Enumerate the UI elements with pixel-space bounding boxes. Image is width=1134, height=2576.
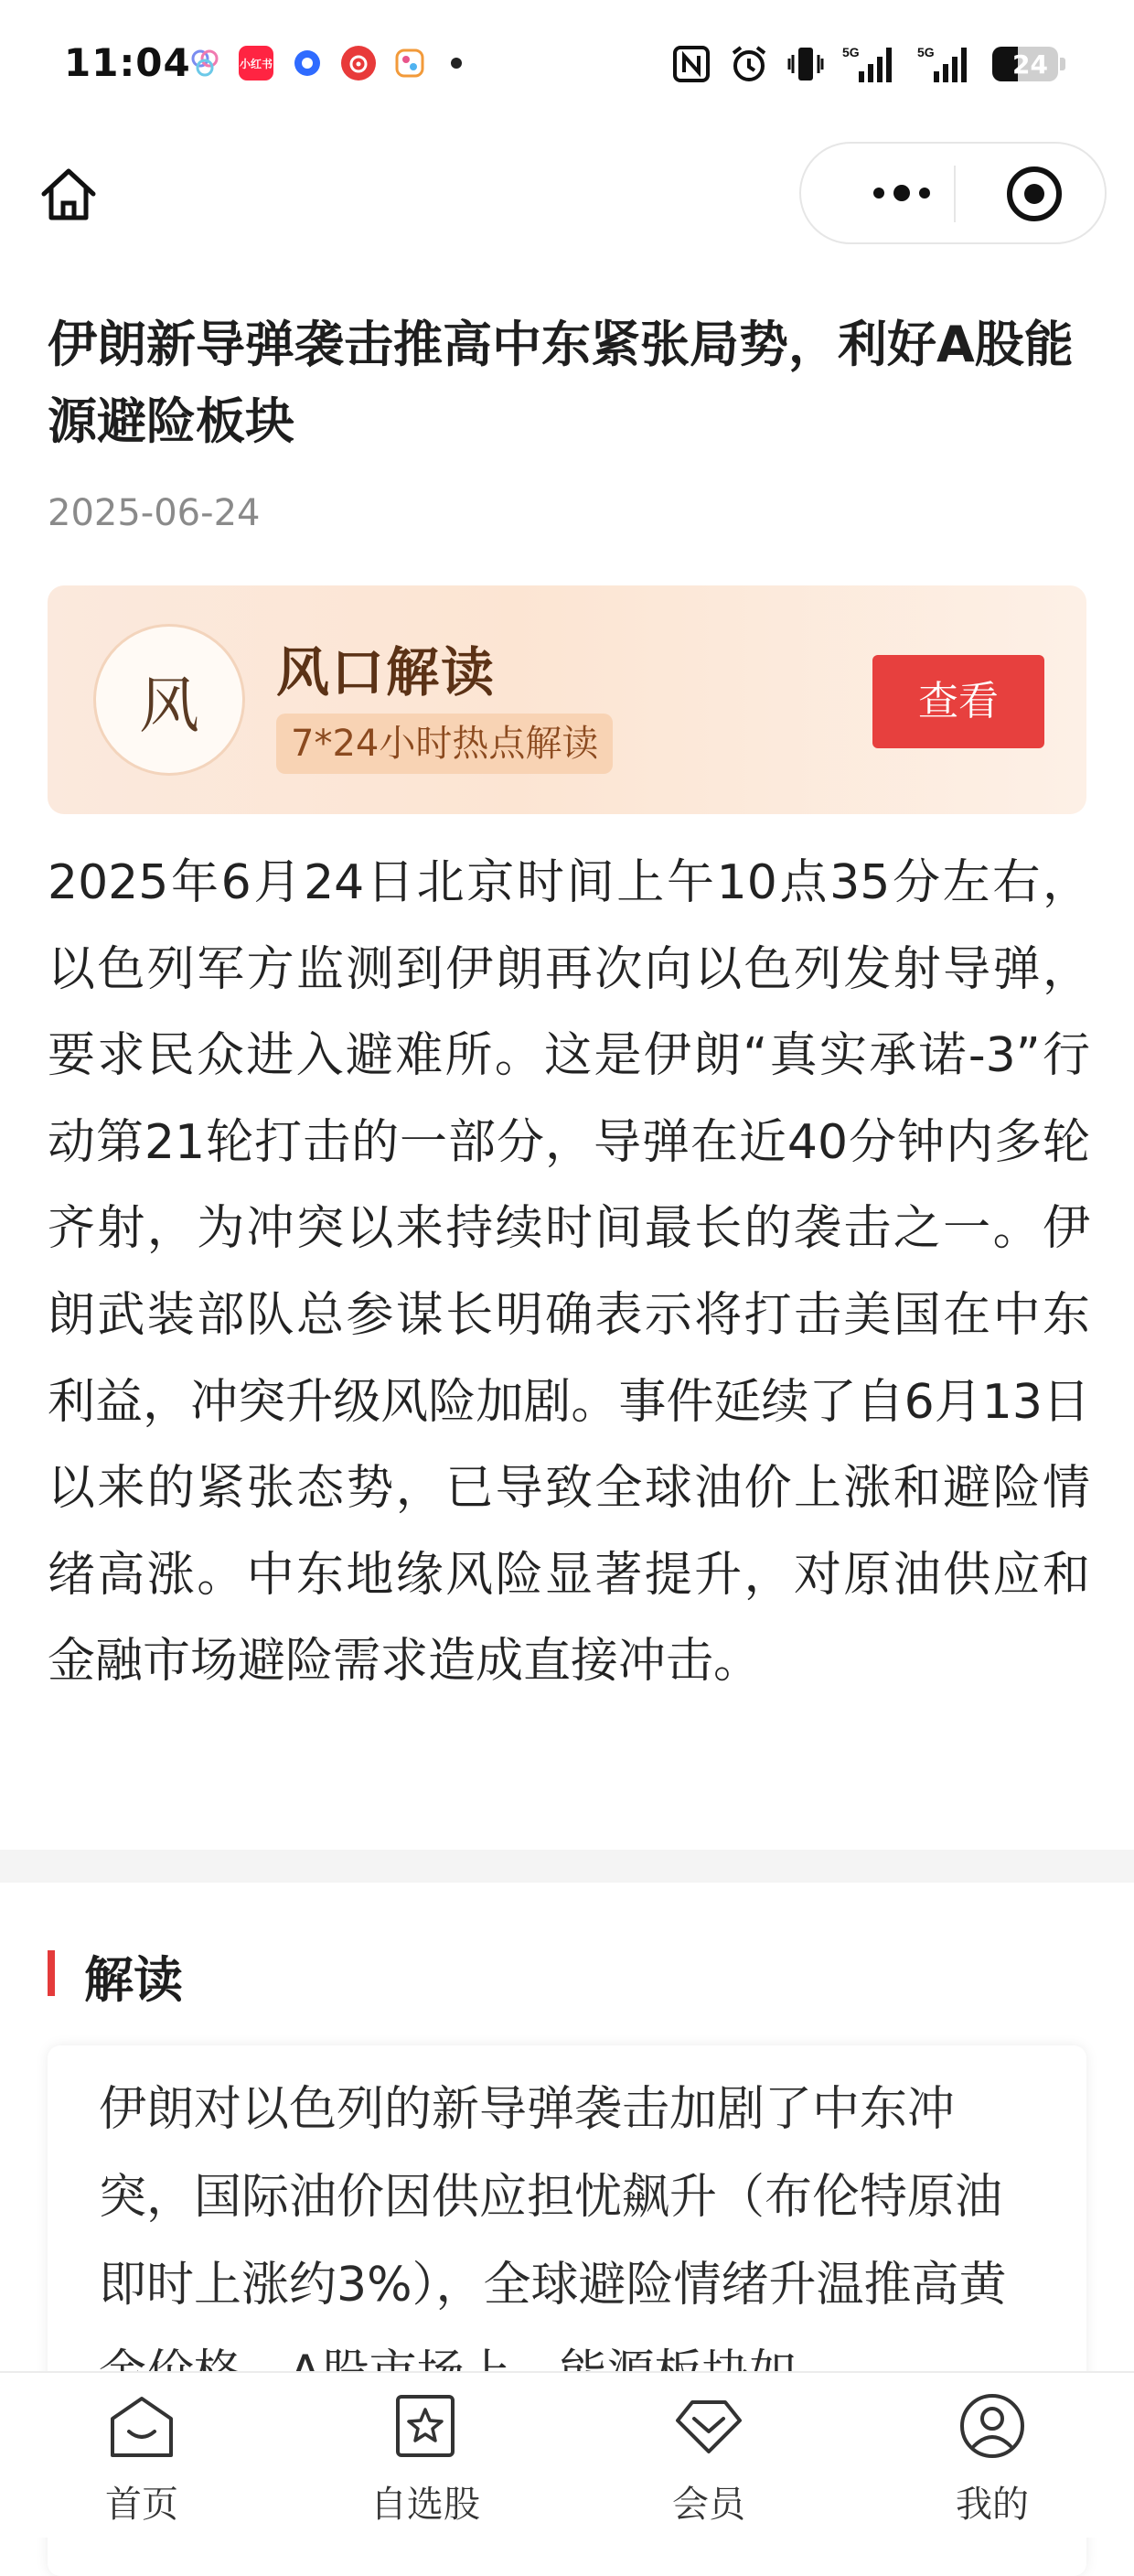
status-bar: [0, 0, 1134, 137]
tab-label: 会员: [672, 2484, 745, 2526]
hot-topic-banner[interactable]: [48, 585, 1086, 814]
tab-label: 首页: [105, 2484, 178, 2526]
more-notifications-dot: [451, 58, 462, 69]
battery-level: 24: [1012, 49, 1048, 80]
section-divider: [0, 1850, 1134, 1883]
tab-membership[interactable]: [608, 2373, 809, 2538]
analysis-section-title: 解读: [84, 1951, 183, 2009]
home-tab-icon: [107, 2391, 177, 2461]
target-icon: [1004, 164, 1064, 224]
gallery-app-icon: [392, 46, 427, 80]
home-icon: [37, 163, 101, 227]
banner-logo: 风: [93, 624, 245, 776]
browser-app-icon: [290, 46, 325, 80]
tab-home[interactable]: [41, 2373, 242, 2538]
nfc-icon: [672, 45, 711, 83]
alarm-icon: [729, 44, 769, 84]
notification-app-icons: [187, 46, 462, 80]
section-accent-bar: [48, 1950, 55, 1996]
banner-title: 风口解读: [276, 641, 497, 703]
system-indicators: [672, 44, 1065, 84]
view-button[interactable]: 查看: [872, 655, 1044, 748]
star-tab-icon: [390, 2391, 460, 2461]
more-dots-icon: [873, 188, 884, 199]
banner-subtitle: 7*24小时热点解读: [276, 714, 613, 774]
article-body: 2025年6月24日北京时间上午10点35分左右，以色列军方监测到伊朗再次向以色列发射导弹，要求民众进入避难所。这是伊朗“真实承诺-3”行动第21轮打击的一部分，导弹在近40分钟内多轮齐射，为冲突以来持续时间最长的袭击之一。伊朗武装部队总参谋长明确表示将打击美国在中东利益，冲突升级风险加剧。事件延续了自6月13日以来的紧张态势，已导致全球油价上涨和避险情绪高涨。中东地缘风险显著提升，对原油供应和金融市场避险需求造成直接冲击。: [48, 855, 1090, 1690]
tab-watchlist[interactable]: [325, 2373, 526, 2538]
diamond-tab-icon: [674, 2391, 744, 2461]
more-button[interactable]: [847, 164, 957, 222]
home-button[interactable]: [37, 163, 101, 227]
capsule-divider: [954, 166, 956, 222]
tab-profile[interactable]: [892, 2373, 1093, 2538]
xiaohongshu-app-icon: 小红书: [239, 46, 273, 80]
miniprogram-capsule: [799, 142, 1107, 244]
tab-label: 自选股: [370, 2484, 480, 2526]
lens-app-icon: [187, 46, 222, 80]
article-date: 2025-06-24: [48, 492, 261, 534]
close-miniprogram-button[interactable]: [1004, 164, 1064, 224]
tab-label: 我的: [956, 2484, 1029, 2526]
article-title: 伊朗新导弹袭击推高中东紧张局势，利好A股能源避险板块: [48, 316, 1074, 450]
battery-icon: [992, 47, 1065, 81]
signal-5g-icon: [917, 44, 974, 84]
svg-text:5G: 5G: [917, 45, 935, 59]
vibrate-icon: [787, 44, 824, 84]
signal-5g-icon: [842, 44, 899, 84]
analysis-text: 伊朗对以色列的新导弹袭击加剧了中东冲突，国际油价因供应担忧飙升（布伦特原油即时上涨约3%），全球避险情绪升温推高黄: [99, 2082, 1007, 2313]
status-time: 11:04: [64, 40, 191, 85]
svg-text:5G: 5G: [842, 45, 860, 59]
music-app-icon: [341, 46, 376, 80]
profile-tab-icon: [957, 2391, 1027, 2461]
bottom-tab-bar: [0, 2371, 1134, 2538]
